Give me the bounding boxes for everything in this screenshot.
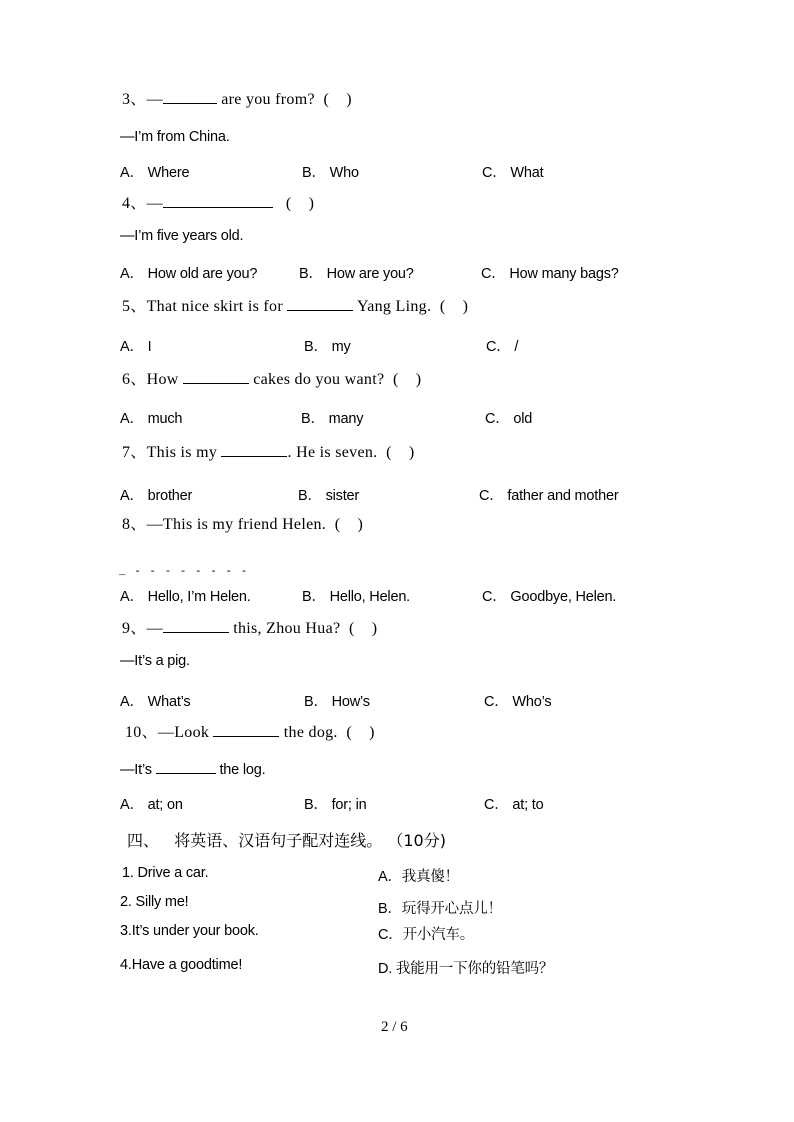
question-4-answer-line: —I’m five years old. [120, 228, 244, 244]
section-4-title: 四、 将英语、汉语句子配对连线。 （10分) [127, 831, 446, 850]
dashed-answer-line: _ - - - - - - - - [119, 566, 249, 578]
question-3-stem [122, 86, 352, 109]
match-right-c: C．开小汽车。 [378, 927, 475, 943]
option-a: A． Hello, I’m Helen. [120, 589, 251, 605]
question-number: 4、 [122, 195, 147, 212]
match-left-2: 2. Silly me! [120, 894, 189, 910]
option-b: B． How are you? [299, 266, 414, 282]
page-number: 2 / 6 [381, 1019, 408, 1035]
question-number: 7、 [122, 444, 147, 461]
option-b: B． sister [298, 488, 360, 504]
option-b: B． How’s [304, 694, 370, 710]
match-left-3: 3.It’s under your book. [120, 923, 259, 939]
question-10-answer-line [120, 759, 265, 778]
answer-bracket: ( ) [386, 444, 415, 461]
answer-blank [163, 193, 273, 208]
option-b: B． my [304, 339, 351, 355]
option-c: C． How many bags? [481, 266, 619, 282]
option-c: C． Goodbye, Helen. [482, 589, 617, 605]
question-number: 6、 [122, 371, 147, 388]
answer-text: the log. [215, 762, 266, 778]
answer-text: —It’s [120, 762, 156, 778]
question-8-stem [122, 511, 363, 534]
answer-bracket: ( ) [439, 298, 469, 315]
question-4-stem [122, 190, 314, 213]
option-a: A． much [120, 411, 183, 427]
stem-text: —This is my friend Helen. [146, 516, 327, 533]
question-7-stem [122, 439, 415, 462]
option-a: A． brother [120, 488, 193, 504]
question-9-stem [122, 615, 377, 638]
stem-text: This is my [146, 444, 222, 461]
answer-bracket: ( ) [346, 724, 375, 741]
answer-blank [163, 89, 217, 104]
option-c: C． What [482, 165, 544, 181]
match-left-1: 1. Drive a car. [122, 865, 209, 881]
option-c: C． at; to [484, 797, 544, 813]
stem-text: the dog. [279, 724, 338, 741]
option-a: A． I [120, 339, 152, 355]
answer-blank [156, 759, 216, 774]
option-b: B． for; in [304, 797, 367, 813]
answer-blank [213, 722, 279, 737]
answer-bracket: ( ) [323, 91, 352, 108]
question-5-stem [122, 293, 468, 316]
stem-text: — [146, 620, 163, 637]
stem-text: — [146, 91, 163, 108]
question-number: 9、 [122, 620, 147, 637]
option-a: A． How old are you? [120, 266, 258, 282]
option-c: C． old [485, 411, 533, 427]
question-3-answer-line: —I’m from China. [120, 129, 230, 145]
option-b: B． Who [302, 165, 359, 181]
answer-blank [183, 369, 249, 384]
question-10-stem [125, 719, 375, 742]
stem-text: That nice skirt is for [146, 298, 288, 315]
answer-bracket: ( ) [392, 371, 422, 388]
stem-text: Yang Ling. [353, 298, 432, 315]
option-a: A． What’s [120, 694, 191, 710]
match-right-b: B．玩得开心点儿！ [378, 901, 502, 917]
question-number: 5、 [122, 298, 147, 315]
option-a: A． Where [120, 165, 190, 181]
answer-bracket: ( ) [348, 620, 378, 637]
match-right-a: A．我真傻！ [378, 869, 459, 885]
question-9-answer-line: —It’s a pig. [120, 653, 190, 669]
question-number: 3、 [122, 91, 147, 108]
answer-bracket: ( ) [285, 195, 315, 212]
question-number: 8、 [122, 516, 147, 533]
option-c: C． / [486, 339, 519, 355]
question-number: 10、 [125, 724, 158, 741]
option-b: B． Hello, Helen. [302, 589, 411, 605]
stem-text: How [146, 371, 183, 388]
option-c: C． father and mother [479, 488, 619, 504]
option-c: C． Who’s [484, 694, 552, 710]
option-a: A． at; on [120, 797, 183, 813]
stem-text: are you from? [216, 91, 315, 108]
answer-blank [221, 442, 287, 457]
stem-text: —Look [157, 724, 214, 741]
stem-text: — [146, 195, 163, 212]
question-6-stem [122, 366, 421, 389]
stem-text: this, Zhou Hua? [228, 620, 341, 637]
answer-blank [163, 618, 229, 633]
answer-bracket: ( ) [334, 516, 364, 533]
answer-blank [287, 296, 353, 311]
stem-text: . He is seven. [287, 444, 378, 461]
match-right-d: D. 我能用一下你的铅笔吗？ [378, 961, 554, 977]
stem-text: cakes do you want? [248, 371, 385, 388]
match-left-4: 4.Have a goodtime! [120, 957, 243, 973]
option-b: B． many [301, 411, 364, 427]
